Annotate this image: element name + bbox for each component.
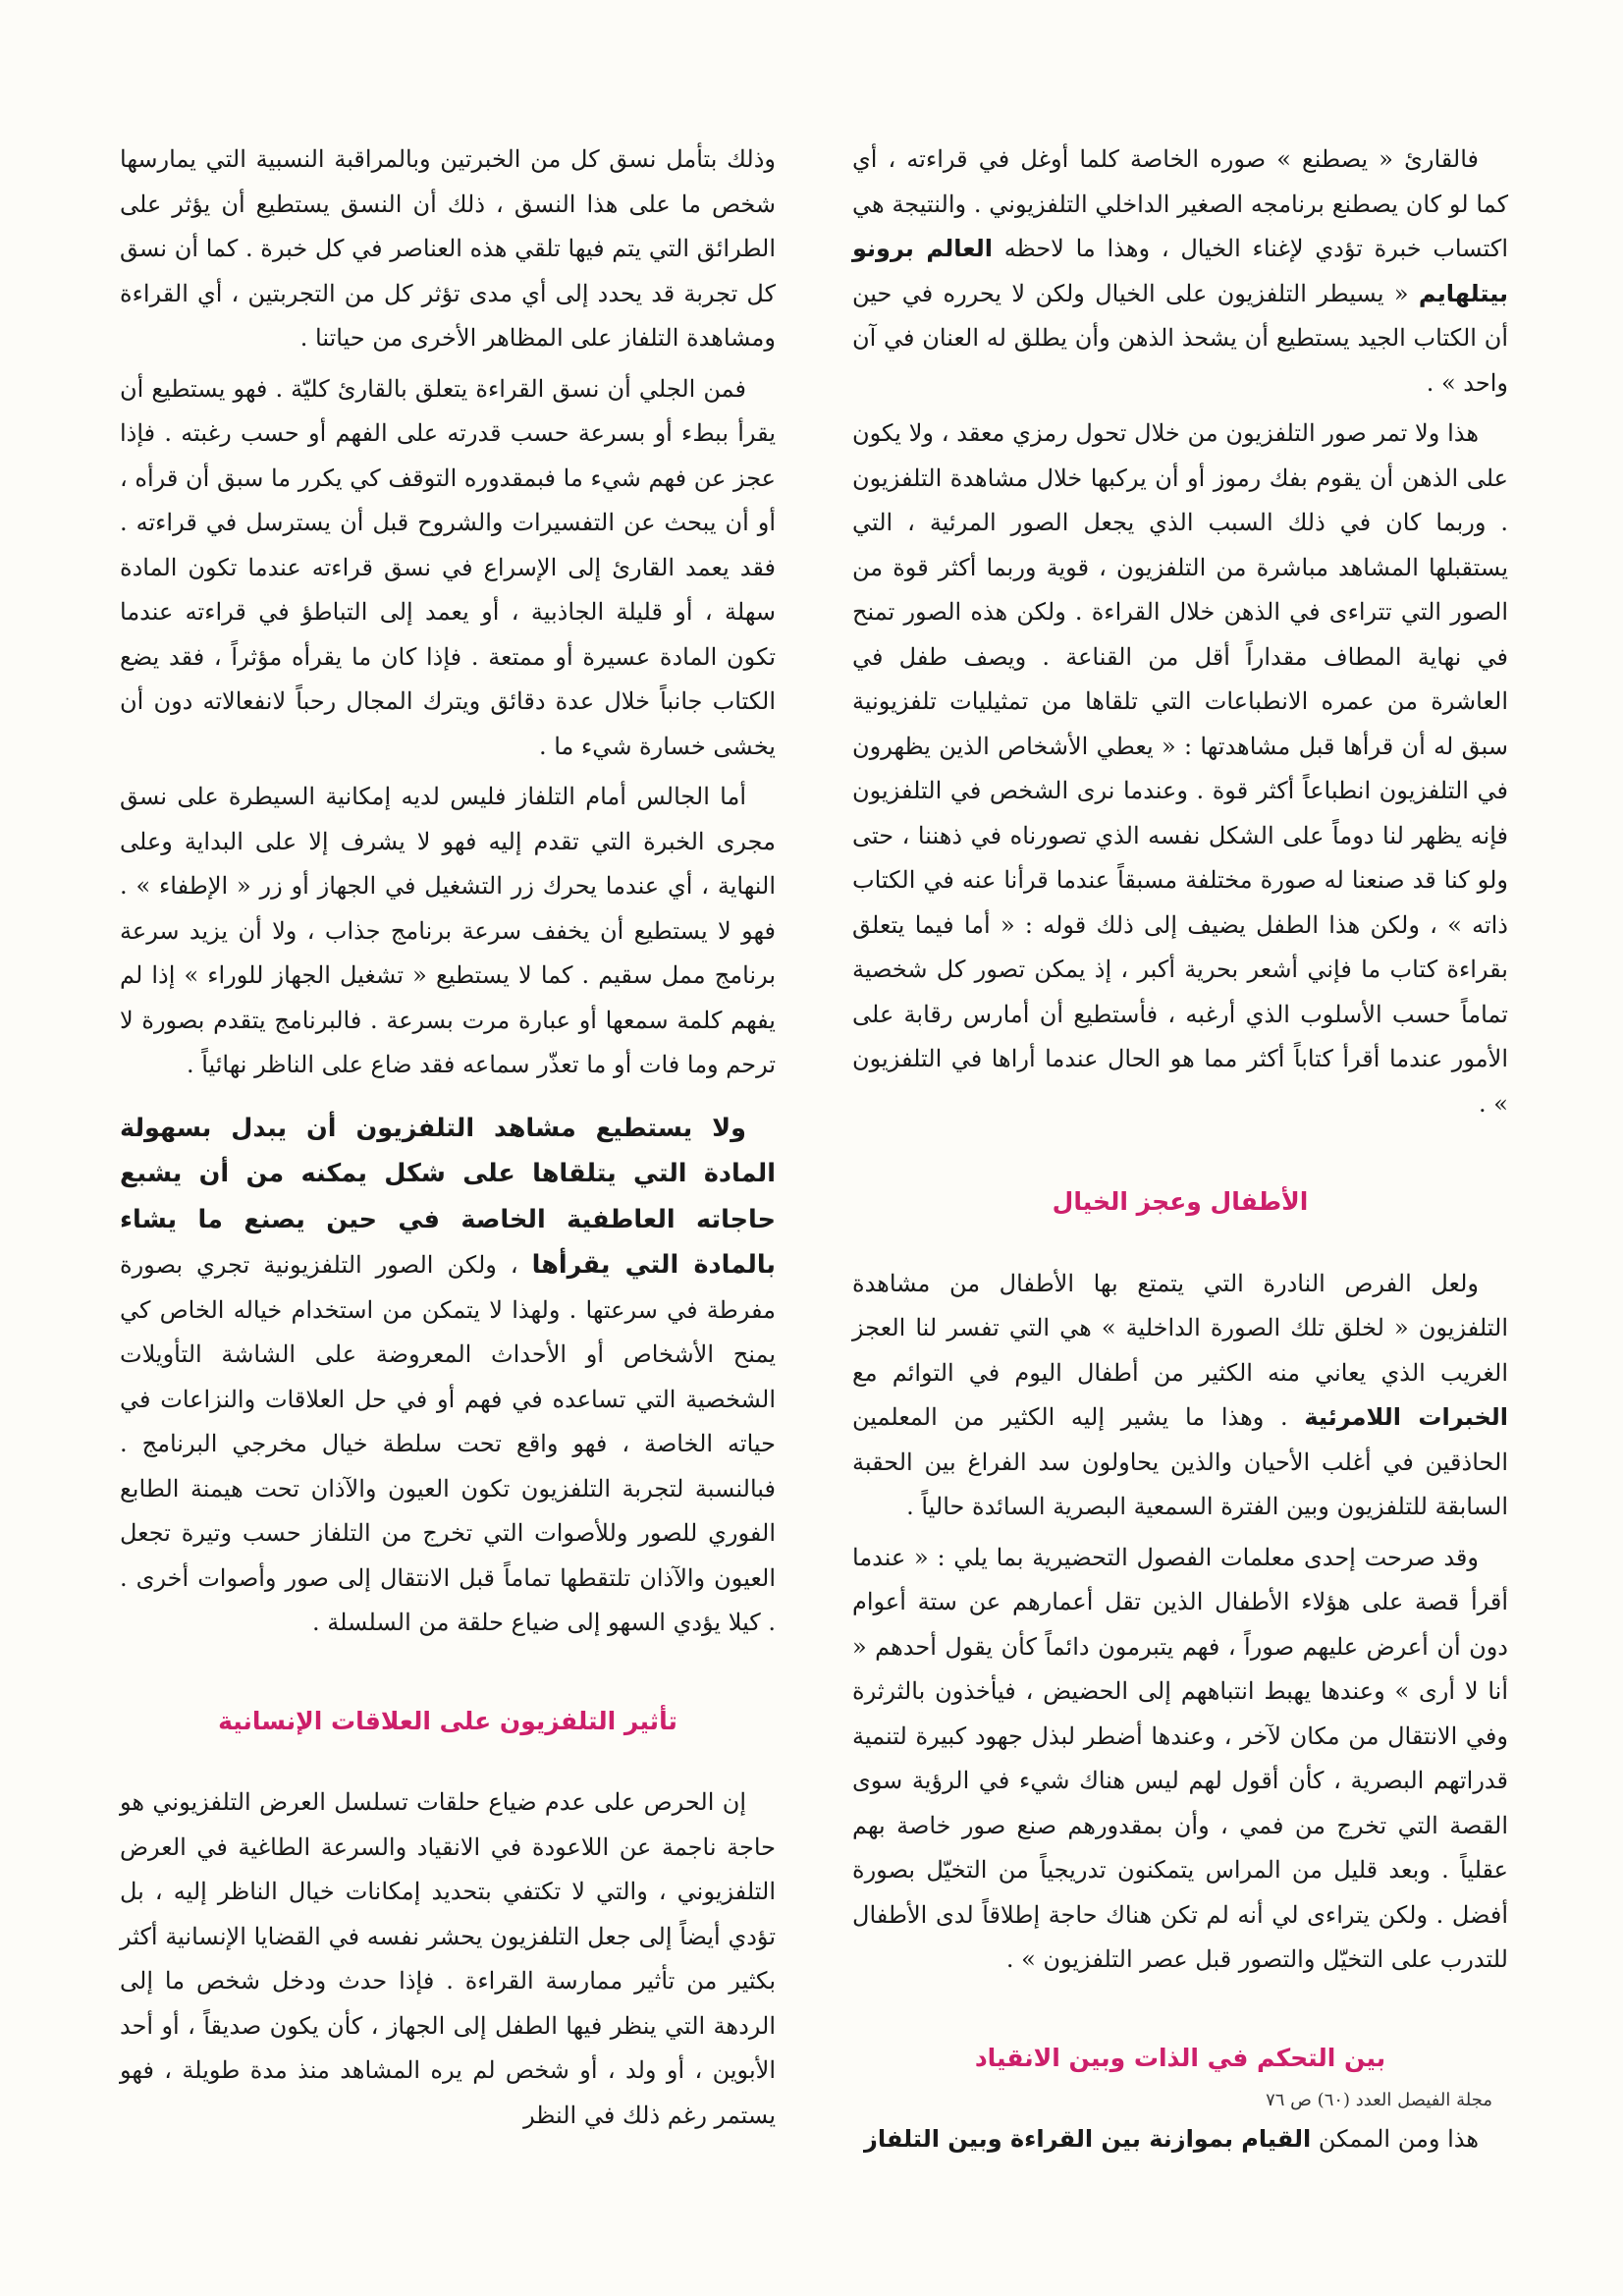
section-heading: بين التحكم في الذات وبين الانقياد bbox=[974, 2043, 1386, 2072]
paragraph bbox=[120, 1106, 776, 1646]
left-column bbox=[120, 137, 776, 2144]
right-column bbox=[852, 137, 1508, 2168]
paragraph: هذا ولا تمر صور التلفزيون من خلال تحول رمزي معقد ، ولا يكون على الذهن أن يقوم بفك رموز أو أن يركبها خلال مشاهدة التلفزيون . وربما كان في ذلك السبب الذي يجعل الصور المرئية ، التي يستقبلها المشاهد مباشرة من التلفزيون ، قوية وربما أكثر قوة من الصور التي تتراءى في الذهن خلال القراءة . ولكن هذه الصور تمنح في نهاية المطاف مقداراً أقل من القناعة . ويصف طفل في العاشرة من عمره الانطباعات التي تلقاها من تمثيليات تلفزيونية سبق له أن قرأها قبل مشاهدتها : « يعطي الأشخاص الذين يظهرون في التلفزيون انطباعاً أكثر قوة . وعندما نرى الشخص في التلفزيون فإنه يظهر لنا دوماً على الشكل نفسه الذي تصورناه في ذهننا ، حتى ولو كنا قد صنعنا له صورة مختلفة مسبقاً عندما قرأنا عنه في الكتاب ذاته » ، ولكن هذا الطفل يضيف إلى ذلك قوله : « أما فيما يتعلق بقراءة كتاب ما فإني أشعر بحرية أكبر ، إذ يمكن تصور كل شخصية تماماً حسب الأسلوب الذي أرغبه ، فأستطيع أن أمارس رقابة على الأمور عندما أقرأ كتاباً أكثر مما هو الحال عندما أراها في التلفزيون » . bbox=[852, 419, 1508, 1118]
paragraph: وذلك بتأمل نسق كل من الخبرتين وبالمراقبة النسبية التي يمارسها شخص ما على هذا النسق ، ذلك أن النسق يستطيع أن يؤثر على الطرائق التي يتم فيها تلقي هذه العناصر في كل خبرة . كما أن نسق كل تجربة قد يحدد إلى أي مدى تؤثر كل من التجربتين ، أي القراءة ومشاهدة التلفاز على المظاهر الأخرى من حياتنا . bbox=[120, 145, 776, 352]
paragraph bbox=[852, 137, 1508, 406]
text-run: ولعل الفرص النادرة التي يتمتع بها الأطفال من مشاهدة التلفزيون « لخلق تلك الصورة الداخلية » هي التي تفسر لنا العجز الغريب الذي يعاني منه الكثير من أطفال اليوم في التوائم مع bbox=[852, 1269, 1508, 1387]
bold-phrase: القيام بموازنة بين القراءة وبين التلفاز bbox=[864, 2125, 1312, 2153]
paragraph: إن الحرص على عدم ضياع حلقات تسلسل العرض التلفزيوني هو حاجة ناجمة عن اللاعودة في الانقياد والسرعة الطاغية في العرض التلفزيوني ، والتي لا تكتفي بتحديد إمكانات خيال الناظر إليه ، بل تؤدي أيضاً إلى جعل التلفزيون يحشر نفسه في القضايا الإنسانية أكثر بكثير من تأثير ممارسة القراءة . فإذا حدث ودخل شخص ما إلى الردهة التي ينظر فيها الطفل إلى الجهاز ، كأن يكون صديقاً ، أو أحد الأبوين ، أو ولد ، أو شخص لم يره المشاهد منذ مدة طويلة ، فهو يستمر رغم ذلك في النظر bbox=[120, 1788, 776, 2129]
section-heading: تأثير التلفزيون على العلاقات الإنسانية bbox=[218, 1706, 677, 1735]
paragraph: وقد صرحت إحدى معلمات الفصول التحضيرية بما يلي : « عندما أقرأ قصة على هؤلاء الأطفال الذين تقل أعمارهم عن ستة أعوام دون أن أعرض عليهم صوراً ، فهم يتبرمون دائماً كأن يقول أحدهم « أنا لا أرى » وعندها يهبط انتباههم إلى الحضيض ، فيأخذون بالثرثرة وفي الانتقال من مكان لآخر ، وعندها أضطر لبذل جهود كبيرة لتنمية قدراتهم البصرية ، كأن أقول لهم ليس هناك شيء في الرؤية سوى القصة التي تخرج من فمي ، وأن بمقدورهم صنع صور خاصة بهم عقلياً . وبعد قليل من المراس يتمكنون تدريجياً من التخيّل بصورة أفضل . ولكن يتراءى لي أنه لم تكن هناك حاجة إطلاقاً لدى الأطفال للتدرب على التخيّل والتصور قبل عصر التلفزيون » . bbox=[852, 1543, 1509, 1973]
paragraph bbox=[852, 1262, 1508, 1530]
paragraph bbox=[852, 2117, 1508, 2162]
bold-phrase: العالم برونو بيتلهايم bbox=[852, 235, 1508, 307]
paragraph: أما الجالس أمام التلفاز فليس لديه إمكانية السيطرة على نسق مجرى الخبرة التي تقدم إليه فهو لا يشرف إلا على البداية وعلى النهاية ، أي عندما يحرك زر التشغيل في الجهاز أو زر « الإطفاء » . فهو لا يستطيع أن يخفف سرعة برنامج جذاب ، ولا أن يزيد سرعة برنامج ممل سقيم . كما لا يستطيع « تشغيل الجهاز للوراء » إذا لم يفهم كلمة سمعها أو عبارة مرت بسرعة . فالبرنامج يتقدم بصورة لا ترحم وما فات أو ما تعذّر سماعه فقد ضاع على الناظر نهائياً . bbox=[120, 783, 776, 1078]
bold-lead: ولا يستطيع مشاهد التلفزيون أن يبدل بسهولة المادة التي يتلقاها على شكل يمكنه من أن يشبع حاجاته العاطفية الخاصة في حين يصنع ما يشاء بالمادة التي يقرأها bbox=[120, 1113, 776, 1280]
text-run: هذا ومن الممكن bbox=[1311, 2125, 1479, 2153]
page-footer: مجلة الفيصل العدد (٦٠) ص ٧٦ bbox=[1266, 2090, 1492, 2110]
bold-phrase: الخبرات اللامرئية bbox=[1304, 1403, 1508, 1431]
paragraph: فمن الجلي أن نسق القراءة يتعلق بالقارئ كليّة . فهو يستطيع أن يقرأ ببطء أو بسرعة حسب قدرته على الفهم أو حسب رغبته . فإذا عجز عن فهم شيء ما فبمقدوره التوقف كي يكرر ما سبق أن قرأه ، أو أن يبحث عن التفسيرات والشروح قبل أن يسترسل في قراءته . فقد يعمد القارئ إلى الإسراع في نسق قراءته عندما تكون المادة سهلة ، أو قليلة الجاذبية ، أو يعمد إلى التباطؤ في قراءته عندما تكون المادة عسيرة أو ممتعة . فإذا كان ما يقرأه مؤثراً ، فقد يضع الكتاب جانباً خلال عدة دقائق ويترك المجال رحباً لانفعالاته دون أن يخشى خسارة شيء ما . bbox=[120, 374, 777, 760]
section-heading: الأطفال وعجز الخيال bbox=[1052, 1187, 1309, 1216]
text-run: فالقارئ « يصطنع » صوره الخاصة كلما أوغل في قراءته ، أي كما لو كان يصطنع برنامجه الصغير الداخلي التلفزيوني . والنتيجة هي اكتساب خبرة تؤدي لإغناء الخيال ، وهذا ما لاحظه bbox=[852, 145, 1508, 262]
text-run: ، ولكن الصور التلفزيونية تجري بصورة مفرطة في سرعتها . ولهذا لا يتمكن من استخدام خياله الخاص كي يمنح الأشخاص أو الأحداث المعروضة على الشاشة التأويلات الشخصية التي تساعده في فهم أو في حل العلاقات والنزاعات في حياته الخاصة ، فهو واقع تحت سلطة خيال مخرجي البرنامج . فبالنسبة لتجربة التلفزيون تكون العيون والآذان تحت هيمنة الطابع الفوري للصور وللأصوات التي تخرج من التلفاز حسب وتيرة تجعل العيون والآذان تلتقطها تماماً قبل الانتقال إلى صور وأصوات أخرى . . كيلا يؤدي السهو إلى ضياع حلقة من السلسلة . bbox=[120, 1251, 776, 1636]
text-run: . وهذا ما يشير إليه الكثير من المعلمين الحاذقين في أغلب الأحيان والذين يحاولون سد الفراغ بين الحقبة السابقة للتلفزيون وبين الفترة السمعية البصرية السائدة حالياً . bbox=[852, 1403, 1508, 1520]
text-run: « يسيطر التلفزيون على الخيال ولكن لا يحرره في حين أن الكتاب الجيد يستطيع أن يشحذ الذهن وأن يطلق له العنان في آن واحد » . bbox=[852, 279, 1508, 397]
